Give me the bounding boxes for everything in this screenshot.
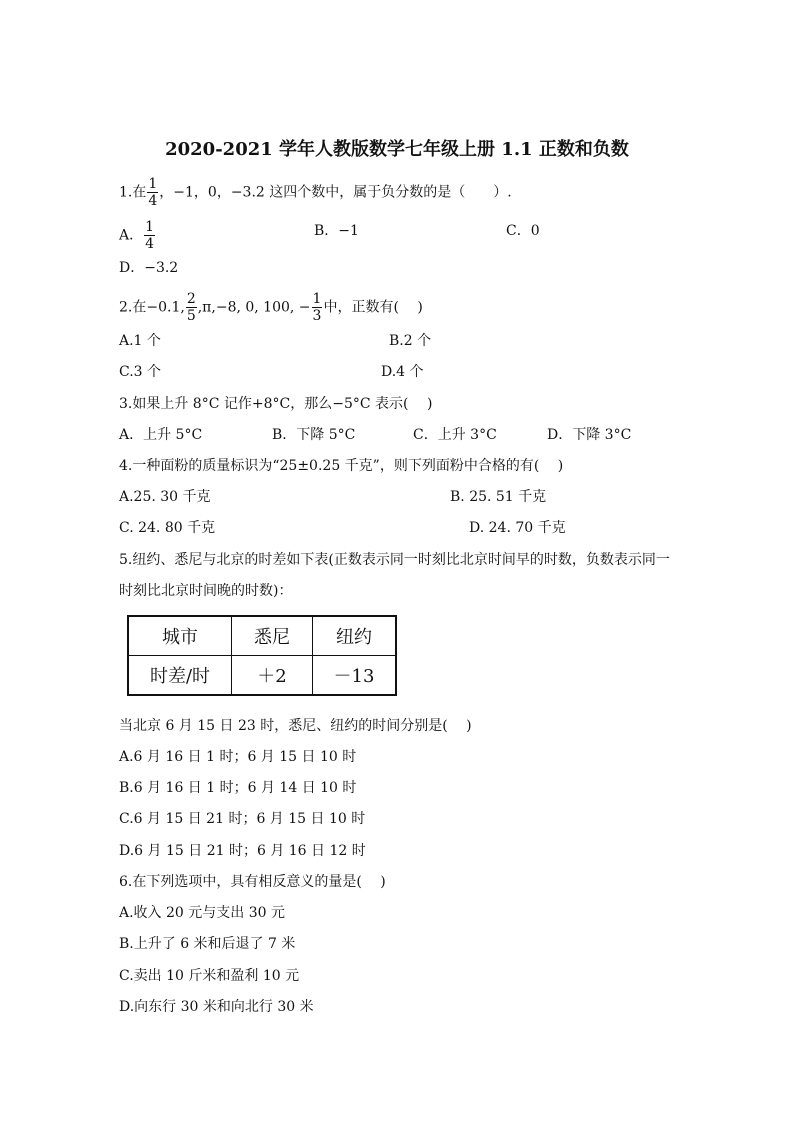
q1-option-c: C．0 — [506, 223, 540, 239]
q2-suffix: 中，正数有( ) — [323, 299, 423, 316]
q2-frac2-numerator: 1 — [312, 291, 322, 307]
q2-option-c: C.3 个 — [119, 364, 162, 380]
q4-option-b: B. 25. 51 千克 — [450, 489, 547, 505]
table-cell: ＋2 — [232, 656, 313, 696]
q1-option-d: D．−3.2 — [119, 260, 179, 276]
q1-option-a-numerator: 1 — [145, 219, 155, 235]
q2-option-b: B.2 个 — [389, 333, 432, 349]
time-difference-table — [127, 615, 397, 696]
table-header-row — [128, 616, 396, 656]
q6-stem: 6.在下列选项中，具有相反意义的量是( ) — [119, 874, 386, 890]
q1-prefix: 1.在 — [119, 184, 147, 201]
q5-option-a: A.6 月 16 日 1 时；6 月 15 日 10 时 — [119, 749, 357, 765]
table-cell: －13 — [313, 656, 397, 696]
q1-option-a — [119, 219, 156, 252]
q1-option-a-label: A． — [119, 227, 144, 244]
q1-frac-numerator: 1 — [148, 176, 158, 192]
q5-option-d: D.6 月 15 日 21 时；6 月 16 日 12 时 — [119, 843, 366, 859]
table-header-cell: 悉尼 — [232, 616, 313, 656]
q4-option-a: A.25. 30 千克 — [119, 489, 211, 505]
q1-option-a-fraction — [144, 219, 155, 252]
q2-fraction-1 — [186, 291, 197, 324]
q5-stem-line-2: 时刻比北京时间晚的时数)： — [119, 583, 293, 599]
q2-fraction-2 — [312, 291, 323, 324]
q2-frac1-numerator: 2 — [186, 291, 196, 307]
q2-frac1-denominator: 5 — [186, 308, 196, 324]
table-row — [128, 656, 396, 696]
q6-option-c: C.卖出 10 斤米和盈利 10 元 — [119, 968, 300, 984]
q1-option-a-denominator: 4 — [145, 236, 155, 252]
q2-option-a: A.1 个 — [119, 333, 161, 349]
table-header-cell: 纽约 — [313, 616, 397, 656]
q4-option-c: C. 24. 80 千克 — [119, 520, 216, 536]
page-title: 2020-2021 学年人教版数学七年级上册 1.1 正数和负数 — [165, 139, 629, 160]
q2-stem — [119, 291, 423, 324]
q2-mid: ,π,−8, 0, 100, − — [197, 299, 311, 316]
table-cell: 时差/时 — [128, 656, 232, 696]
q1-rest: ，−1，0，−3.2 这四个数中，属于负分数的是（ ）. — [159, 184, 512, 201]
q6-option-a: A.收入 20 元与支出 30 元 — [119, 905, 285, 921]
q6-option-d: D.向东行 30 米和向北行 30 米 — [119, 999, 314, 1015]
q4-option-d: D. 24. 70 千克 — [469, 520, 566, 536]
q3-stem: 3.如果上升 8°C 记作+8°C，那么−5°C 表示( ) — [119, 396, 433, 412]
q3-option-a: A．上升 5°C — [119, 427, 203, 443]
q5-question: 当北京 6 月 15 日 23 时，悉尼、纽约的时间分别是( ) — [119, 718, 472, 734]
q2-option-d: D.4 个 — [381, 364, 424, 380]
q1-frac-denominator: 4 — [148, 193, 158, 209]
q1-stem — [119, 176, 512, 209]
q1-option-b: B．−1 — [314, 223, 359, 239]
q4-stem: 4.一种面粉的质量标识为“25±0.25 千克”，则下列面粉中合格的有( ) — [119, 458, 564, 474]
q2-prefix: 2.在−0.1, — [119, 299, 185, 316]
q5-option-b: B.6 月 16 日 1 时；6 月 14 日 10 时 — [119, 780, 357, 796]
q6-option-b: B.上升了 6 米和后退了 7 米 — [119, 936, 296, 952]
q3-option-d: D．下降 3°C — [547, 427, 632, 443]
q3-option-c: C．上升 3°C — [413, 427, 497, 443]
q1-fraction — [147, 176, 158, 209]
q3-option-b: B．下降 5°C — [272, 427, 356, 443]
q2-frac2-denominator: 3 — [312, 308, 322, 324]
q5-option-c: C.6 月 15 日 21 时；6 月 15 日 10 时 — [119, 811, 366, 827]
table-header-cell: 城市 — [128, 616, 232, 656]
q5-stem-line-1: 5.纽约、悉尼与北京的时差如下表(正数表示同一时刻比北京时间早的时数，负数表示同一 — [119, 552, 670, 568]
